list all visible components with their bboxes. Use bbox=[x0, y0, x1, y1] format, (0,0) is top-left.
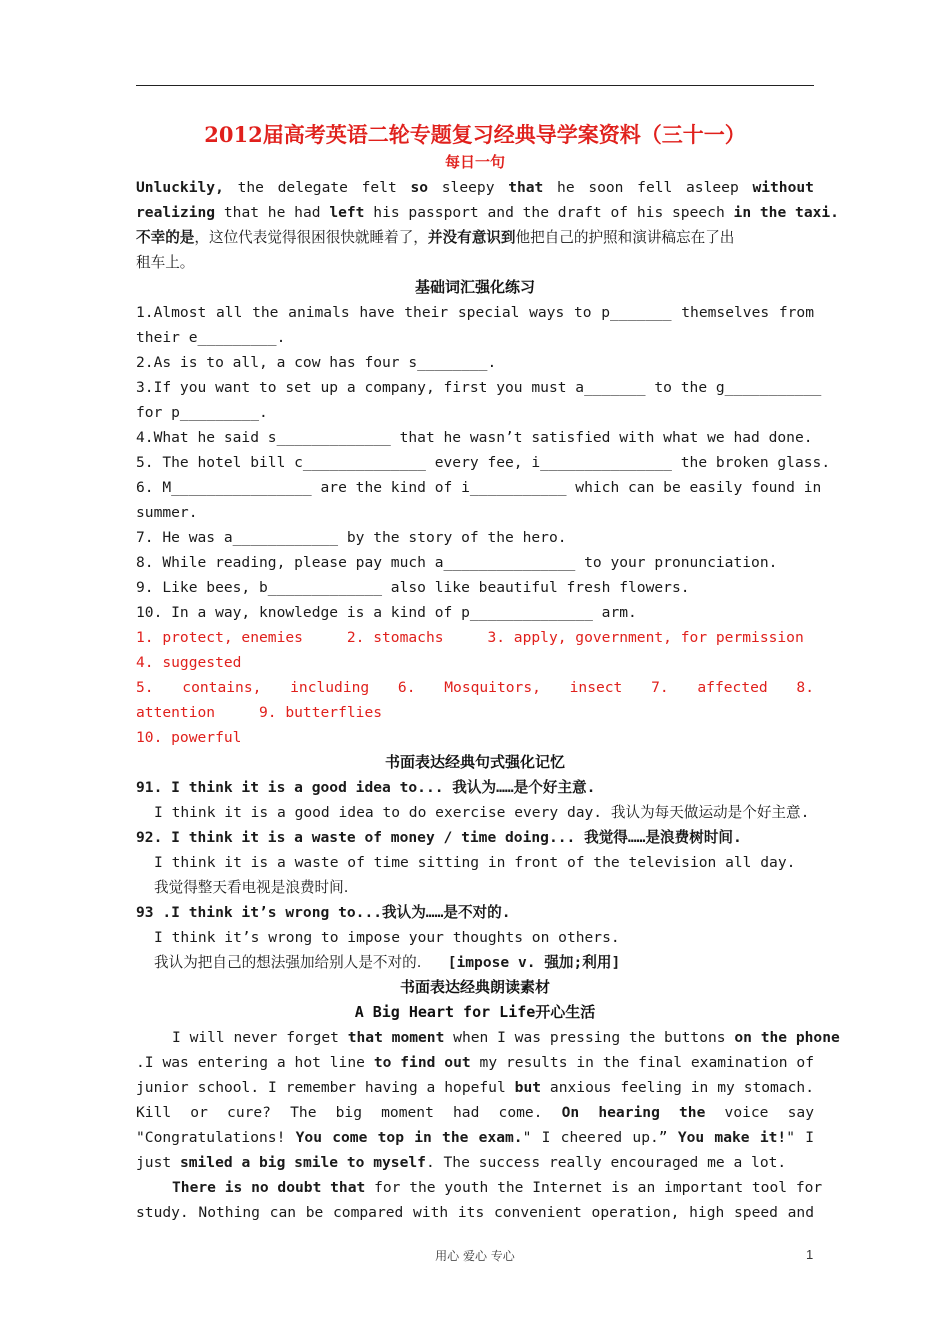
text-span: I will never forget bbox=[172, 1029, 348, 1046]
pattern-92-example: I think it is a waste of time sitting in front of the television all day. bbox=[154, 854, 796, 871]
daily-cn-line-2: 租车上。 bbox=[136, 254, 195, 271]
answer-line: 10. powerful bbox=[136, 729, 242, 746]
text-span: " I cheered up.” bbox=[522, 1129, 678, 1146]
vocab-line: 5. The hotel bill c______________ every fee, i_______________ the broken glass. bbox=[136, 454, 831, 471]
text-span: 我认为把自己的想法强加给别人是不对的. bbox=[154, 954, 422, 971]
pattern-93: 93 .I think it’s wrong to...我认为……是不对的. bbox=[136, 904, 511, 921]
footer-text: 用心 爱心 专心 bbox=[435, 1249, 515, 1263]
answer-line: attention 9. butterflies bbox=[136, 704, 383, 721]
text-span: junior school. I remember having a hopeful bbox=[136, 1079, 515, 1096]
document-page bbox=[136, 120, 840, 1225]
text-span: the delegate felt bbox=[237, 179, 397, 196]
reading-heading: 书面表达经典朗读素材 bbox=[399, 978, 550, 996]
daily-cn-line-1 bbox=[136, 225, 814, 250]
document-title: 2012届高考英语二轮专题复习经典导学案资料（三十一） bbox=[204, 122, 746, 147]
bold-phrase: On hearing the bbox=[561, 1104, 706, 1121]
vocab-line: 8. While reading, please pay much a_______________ to your pronunciation. bbox=[136, 554, 778, 571]
vocab-line: summer. bbox=[136, 504, 198, 521]
bold-phrase: 不幸的是 bbox=[136, 229, 195, 246]
pattern-92: 92. I think it is a waste of money / time doing... 我觉得……是浪费树时间. bbox=[136, 829, 742, 846]
bold-phrase: Unluckily, bbox=[136, 179, 224, 196]
bold-phrase: You make it! bbox=[677, 1129, 787, 1146]
text-span: .I was entering a hot line bbox=[136, 1054, 374, 1071]
daily-en-line-1 bbox=[136, 175, 814, 200]
bold-phrase: 并没有意识到 bbox=[427, 229, 516, 246]
text-span: when I was pressing the buttons bbox=[444, 1029, 735, 1046]
vocab-heading: 基础词汇强化练习 bbox=[414, 278, 535, 296]
reading-line bbox=[136, 1050, 814, 1075]
text-span: his passport and the draft of his speech bbox=[373, 204, 725, 221]
reading-line bbox=[136, 1025, 840, 1050]
bold-phrase: You come top in the exam. bbox=[295, 1129, 523, 1146]
reading-line bbox=[136, 1125, 814, 1150]
bold-phrase: without bbox=[752, 179, 814, 196]
bold-phrase: in the taxi. bbox=[733, 204, 839, 221]
pattern-93-example: I think it’s wrong to impose your thoughts on others. bbox=[154, 929, 620, 946]
reading-line bbox=[136, 1075, 814, 1100]
pattern-91-example: I think it is a good idea to do exercise every day. 我认为每天做运动是个好主意. bbox=[154, 804, 810, 821]
vocab-line: 2.As is to all, a cow has four s________. bbox=[136, 354, 497, 371]
bold-phrase: smiled a big smile to myself bbox=[179, 1154, 426, 1171]
text-span: anxious feeling in my stomach. bbox=[541, 1079, 814, 1096]
bold-phrase: but bbox=[514, 1079, 542, 1096]
text-span: just bbox=[136, 1154, 180, 1171]
bold-phrase: that moment bbox=[347, 1029, 445, 1046]
reading-line bbox=[136, 1150, 814, 1175]
pattern-93-translation bbox=[136, 950, 814, 975]
text-span: "Congratulations! bbox=[136, 1129, 296, 1146]
bold-phrase: [impose v. 强加;利用] bbox=[447, 954, 621, 971]
reading-line bbox=[136, 1100, 814, 1125]
vocab-line: 4.What he said s_____________ that he wasn’t satisfied with what we had done. bbox=[136, 429, 813, 446]
reading-subtitle: A Big Heart for Life开心生活 bbox=[354, 1003, 596, 1021]
vocab-line: 6. M________________ are the kind of i___________ which can be easily found in bbox=[136, 479, 822, 496]
answer-line: 1. protect, enemies 2. stomachs 3. apply, government, for permission bbox=[136, 629, 804, 646]
vocab-line: 9. Like bees, b_____________ also like beautiful fresh flowers. bbox=[136, 579, 690, 596]
vocab-line: 7. He was a____________ by the story of the hero. bbox=[136, 529, 567, 546]
bold-phrase: There is no doubt that bbox=[172, 1179, 366, 1196]
bold-phrase: to find out bbox=[373, 1054, 471, 1071]
patterns-heading: 书面表达经典句式强化记忆 bbox=[384, 753, 565, 771]
bold-phrase: that bbox=[508, 179, 544, 196]
bold-phrase: realizing bbox=[136, 204, 216, 221]
text-span: voice say bbox=[705, 1104, 814, 1121]
reading-line: study. Nothing can be compared with its convenient operation, high speed and bbox=[136, 1204, 814, 1221]
vocab-line: 10. In a way, knowledge is a kind of p______________ arm. bbox=[136, 604, 637, 621]
text-span: ，这位代表觉得很困很快就睡着了， bbox=[194, 229, 428, 246]
vocab-line: 3.If you want to set up a company, first you must a_______ to the g___________ bbox=[136, 379, 822, 396]
text-span: . The success really encouraged me a lot. bbox=[425, 1154, 787, 1171]
text-span: Kill or cure? The big moment had come. bbox=[136, 1104, 562, 1121]
pattern-92-translation: 我觉得整天看电视是浪费时间. bbox=[154, 879, 349, 896]
bold-phrase: so bbox=[410, 179, 429, 196]
answer-line: 5. contains, including 6. Mosquitors, insect 7. affected 8. bbox=[136, 679, 814, 696]
vocab-line: for p_________. bbox=[136, 404, 268, 421]
text-span: he soon fell asleep bbox=[557, 179, 739, 196]
answer-line: 4. suggested bbox=[136, 654, 242, 671]
daily-sentence-heading: 每日一句 bbox=[444, 153, 505, 171]
text-span: 他把自己的护照和演讲稿忘在了出 bbox=[515, 229, 735, 246]
header-rule bbox=[136, 85, 814, 86]
vocab-line: their e_________. bbox=[136, 329, 286, 346]
text-span: for the youth the Internet is an important tool for bbox=[365, 1179, 823, 1196]
reading-line bbox=[136, 1175, 823, 1200]
text-span: that he had bbox=[223, 204, 321, 221]
daily-en-line-2 bbox=[136, 200, 839, 225]
vocab-line: 1.Almost all the animals have their special ways to p_______ themselves from bbox=[136, 304, 814, 321]
bold-phrase: left bbox=[329, 204, 365, 221]
text-span: my results in the final examination of bbox=[470, 1054, 814, 1071]
bold-phrase: on the phone bbox=[734, 1029, 840, 1046]
text-span: sleepy bbox=[441, 179, 495, 196]
text-span: " I bbox=[786, 1129, 815, 1146]
page-number: 1 bbox=[806, 1247, 814, 1262]
pattern-91: 91. I think it is a good idea to... 我认为……是个好主意. bbox=[136, 779, 596, 796]
